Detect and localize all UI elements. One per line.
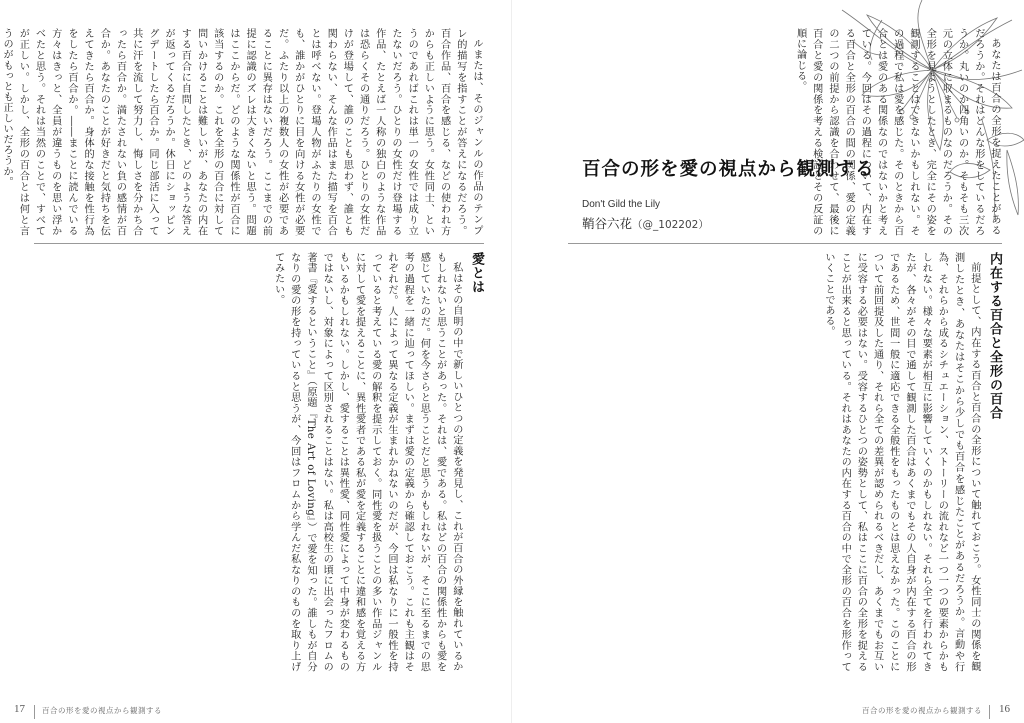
paragraph: 前提として、内在する百合と百合の全形について触れておこう。女性同士の関係を観測したとき、あなたはそこから少しでも百合を感じたことがあるだろうか。言動や行為、それらから成るシチュエーション、ストーリーの流れなど一つ一つの要素からかもしれない。様々な要素が相互に影響していくのかもしれない。それら全てを行われてきたが、各々がその目で通して観測した百合はあくまでもその人自身が内在する百合の形であるため、世間一般に適応できる全般性をもったものとは思えなかった。このことについて前回提及した通り、それら全ての差異が認められるべきだし、あくまでもお互いに受容する必要はない。受容するひとつの姿勢として、私はここに百合の全形を捉えることが出来ると思っている。それはあなたの内在する百合の中で全形の百合を形作っていくことである。 — [822, 252, 980, 672]
right-page-top-text — [794, 28, 1002, 236]
section-heading: 内在する百合と全形の百合 — [987, 252, 1002, 420]
author-handle: （@_102202） — [632, 219, 709, 231]
page-number: 16 — [999, 703, 1010, 715]
footer-bar — [34, 705, 35, 719]
running-title: 百合の形を愛の視点から観測する — [862, 706, 982, 715]
article-title: 百合の形を愛の視点から観測する — [582, 159, 875, 180]
section-heading: 愛とは — [469, 252, 484, 294]
author-name: 鞘谷六花 — [582, 216, 633, 231]
column-divider — [34, 243, 484, 244]
paragraph: あなたは百合の全形を捉えたことがあるだろうか。それはどんな形をしているだろうか。丸いのか四角いのか。そもそも三次元の立体に収まるものなのだろうか。その全形を見ようとしたとき、完全にその姿を観測することはできないかもしれない。その過程で私は愛を感じた。そのときから百合とは愛のある関係なのではないかと考えている。今回はその過程について、内在する百合と全形の百合の間の関係、愛の定義の二つの前提から認識を合わせて、最後に百合と愛の関係を考える検証とその反証の順に論じる。 — [794, 28, 1000, 236]
left-footer — [0, 693, 512, 723]
article-subtitle: Don't Gild the Lily — [582, 199, 661, 210]
running-title: 百合の形を愛の視点から観測する — [42, 706, 162, 715]
right-footer — [512, 693, 1024, 723]
left-page-top-text — [1, 28, 484, 236]
right-page — [512, 0, 1024, 723]
paragraph: ルまたは、そのジャンルの作品のテンプレ的描写を指すことが答えになるだろう。百合作品、百合を感じる、などの使われ方からも正しいように思う。女性同士、というのであればこれは単一の女性では成り立たないだろう。ひとりの女性だけ登場する作品、たとえば一人称の独白のような作品は恐らくその通りだろう。ひとりの女性だけが登場して、誰のことも思わず、誰とも関わらない、そんな作品はまた描写を百合とは呼べない。登場人物がふたりの女性でも、誰かがひとりに目を向ける女性が必要だ。ふたり以上の複数人の女性が必要であることに異存はないだろう。ここまでの前提に認識のズレは大きくないと思う。問題はここからだ。どのような関係性が百合に該当するのか。これを全形の百合に対して問いかけることは難しいが、あなたの内在する百合に自問したとき、どのような答えが返ってくるだろうか。休日にショッピングデートしたら百合か。同じ部活に入って共に汗を流して努力し、悔しさを分かち合ったら百合か。満たされない負の感情が百合か。あなたのことが好きだと気持ちを伝えてきたら百合か。身体的な接触を性行為をしたら百合か。――まことに読んでいる方々はきっと、全員が違うものを思い浮かべたと思う。それは当然のことで、すべてが正しい。しかし、全形の百合とは何と言うのがもっとも正しいだろうか。 — [1, 28, 482, 236]
author-line — [582, 214, 709, 232]
footer-bar — [989, 705, 990, 719]
page-number: 17 — [14, 703, 25, 715]
column-divider — [568, 243, 1002, 244]
right-page-bottom-text — [552, 252, 1002, 672]
left-page-bottom-text — [34, 252, 484, 672]
paragraph: 私はその自明の中で新しいひとつの定義を発見し、これが百合の外縁を触れているかもしれないと思うことがあった。それは、愛である。私はどの百合の関係性からも愛を感じていたのだ。何を今さらと思うことだと思うかもしれないが、そこに至るまでの思考の過程を一緒に辿ってほしい。まずは愛の定義から確認しておこう。これも主観はそれぞれだ。人によって異なる定義が生まれかねないのだが、今回は私なりに一般性を持っていると考えている愛の解釈を提示しておく。同性愛を扱うことの多い作品ジャンルに対して愛を提えることに、異性愛者である私が愛を定義することに違和感を覚える方もいるかもしれない。しかし、愛することは異性愛、同性愛によって中身が変わるものではないし、対象によって区別されることはない。私は高校生の頃に出会ったフロムの著書『愛するということ』（原題『The Art of Loving』）で愛を知った。誰しもが自分なりの愛の形を持っていると思うが、今回はフロムから学んだ私なりのものを取り上げてみたい。 — [272, 252, 462, 672]
